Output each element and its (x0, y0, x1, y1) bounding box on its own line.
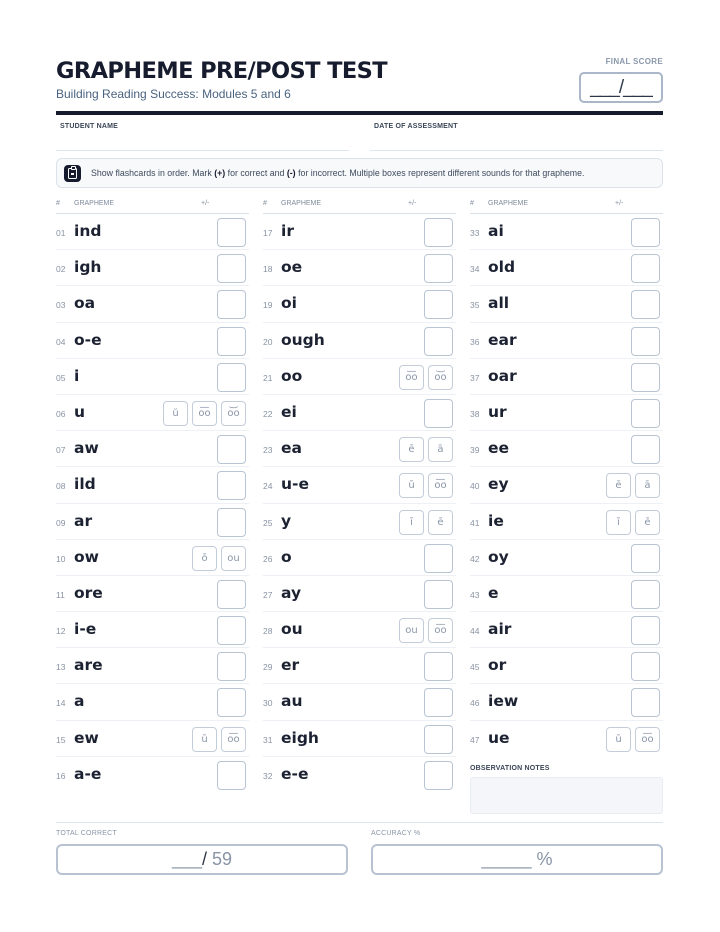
observation-notes-label: OBSERVATION NOTES (470, 765, 550, 772)
mark-box[interactable] (424, 580, 453, 609)
sound-mark-box[interactable]: ō (192, 546, 217, 571)
grapheme-label: old (488, 258, 516, 277)
grapheme-label: ear (488, 330, 517, 349)
item-number: 37 (470, 372, 480, 383)
grapheme-row (470, 504, 663, 540)
grapheme-row (470, 721, 663, 757)
sound-mark-box[interactable]: o͞o (399, 365, 424, 390)
item-number: 17 (263, 228, 273, 238)
sound-mark-box[interactable]: o͞o (635, 727, 660, 752)
sound-mark-box[interactable]: ā (428, 437, 453, 462)
grapheme-label: are (74, 656, 103, 675)
mark-box[interactable] (424, 254, 453, 283)
mark-box[interactable] (217, 471, 246, 500)
grapheme-row (263, 576, 456, 612)
mark-box[interactable] (424, 218, 453, 247)
grapheme-header: GRAPHEME (74, 200, 115, 207)
item-number: 05 (56, 372, 66, 383)
grapheme-row (263, 757, 456, 793)
item-number: 25 (263, 517, 273, 528)
grapheme-label: ur (488, 402, 507, 421)
total-correct-field[interactable]: ___ / 59 (56, 844, 348, 875)
item-number: 40 (470, 481, 480, 492)
mark-boxes (217, 761, 246, 790)
grapheme-label: u-e (281, 475, 309, 494)
mark-boxes (217, 218, 246, 247)
mark-boxes (424, 544, 453, 573)
item-number: 33 (470, 228, 480, 238)
grapheme-row (56, 648, 249, 684)
sound-mark-box[interactable]: o͞o (428, 618, 453, 643)
sound-mark-box[interactable]: o͞o (192, 401, 217, 426)
item-number: 42 (470, 553, 480, 564)
grapheme-row (56, 757, 249, 793)
mark-box[interactable] (217, 254, 246, 283)
mark-boxes (606, 508, 660, 535)
mark-boxes (424, 399, 453, 428)
final-score-field[interactable]: ___/___ (579, 72, 663, 103)
sound-mark-box[interactable]: ū (399, 473, 424, 498)
item-number: 16 (56, 770, 66, 781)
grapheme-row (470, 612, 663, 648)
grapheme-row (470, 576, 663, 612)
sound-mark-box[interactable]: o͞o (221, 727, 246, 752)
sound-mark-box[interactable]: ū (606, 727, 631, 752)
grapheme-label: igh (74, 258, 102, 277)
num-header: # (470, 200, 474, 207)
mark-boxes (631, 290, 660, 319)
grapheme-label: u (74, 402, 86, 421)
mark-boxes (217, 471, 246, 500)
sound-mark-box[interactable]: ē (428, 510, 453, 535)
accuracy-label: ACCURACY % (371, 830, 421, 837)
grapheme-row (263, 721, 456, 757)
mark-box[interactable] (424, 761, 453, 790)
date-field[interactable] (370, 150, 663, 151)
mark-boxes (217, 254, 246, 283)
grapheme-row (56, 395, 249, 431)
grapheme-row (470, 467, 663, 503)
grapheme-row (56, 576, 249, 612)
mark-boxes (606, 471, 660, 498)
grapheme-label: oe (281, 258, 303, 277)
mark-box[interactable] (424, 725, 453, 754)
mark-boxes (192, 725, 246, 752)
column-header (56, 196, 249, 214)
grapheme-label: a (74, 692, 85, 711)
grapheme-label: ue (488, 728, 510, 747)
sound-mark-box[interactable]: ŭ (163, 401, 188, 426)
mark-boxes (424, 761, 453, 790)
mark-boxes (217, 327, 246, 356)
item-number: 46 (470, 698, 480, 709)
item-number: 06 (56, 408, 66, 419)
accuracy-field[interactable]: _____ % (371, 844, 663, 875)
item-number: 09 (56, 517, 66, 528)
grapheme-label: ir (281, 222, 294, 240)
sound-mark-box[interactable]: o͞o (428, 473, 453, 498)
mark-box[interactable] (631, 616, 660, 645)
mark-boxes (424, 327, 453, 356)
total-correct-label: TOTAL CORRECT (56, 830, 117, 837)
mark-boxes (217, 652, 246, 681)
mark-box[interactable] (631, 688, 660, 717)
grapheme-header: GRAPHEME (488, 200, 529, 207)
date-label: DATE OF ASSESSMENT (374, 123, 458, 130)
mark-box[interactable] (424, 652, 453, 681)
mark-box[interactable] (631, 580, 660, 609)
mark-boxes (631, 580, 660, 609)
item-number: 38 (470, 408, 480, 419)
mark-boxes (163, 399, 246, 426)
grapheme-row (470, 286, 663, 322)
item-number: 44 (470, 626, 480, 637)
item-number: 14 (56, 698, 66, 709)
grapheme-column-3 (470, 196, 663, 757)
mark-boxes (217, 290, 246, 319)
grapheme-row (56, 214, 249, 250)
sound-mark-box[interactable]: ou (221, 546, 246, 571)
mark-box[interactable] (424, 327, 453, 356)
column-header (470, 196, 663, 214)
footer-rule (56, 822, 663, 823)
item-number: 36 (470, 336, 480, 347)
item-number: 07 (56, 445, 66, 456)
grapheme-row (263, 648, 456, 684)
grapheme-label: i (74, 366, 80, 385)
mark-boxes (217, 580, 246, 609)
grapheme-row (470, 540, 663, 576)
grapheme-label: all (488, 294, 510, 313)
item-number: 30 (263, 698, 273, 709)
item-number: 32 (263, 770, 273, 781)
item-number: 28 (263, 626, 273, 637)
student-name-label: STUDENT NAME (60, 123, 119, 130)
sound-mark-box[interactable]: ē (399, 437, 424, 462)
sound-mark-box[interactable]: ū (192, 727, 217, 752)
item-number: 21 (263, 372, 273, 383)
observation-notes-field[interactable] (470, 777, 663, 814)
grapheme-label: aw (74, 439, 99, 458)
grapheme-label: ow (74, 547, 99, 566)
grapheme-label: ey (488, 475, 509, 494)
grapheme-label: er (281, 656, 300, 675)
grapheme-label: air (488, 620, 512, 639)
grapheme-row (470, 359, 663, 395)
mark-box[interactable] (217, 761, 246, 790)
mark-boxes (217, 508, 246, 537)
mark-boxes (217, 363, 246, 392)
mark-box[interactable] (631, 544, 660, 573)
grapheme-row (470, 431, 663, 467)
grapheme-row (56, 721, 249, 757)
grapheme-label: oi (281, 294, 297, 313)
mark-boxes (631, 254, 660, 283)
mark-box[interactable] (217, 508, 246, 537)
grapheme-row (56, 286, 249, 322)
grapheme-header: GRAPHEME (281, 200, 322, 207)
mark-boxes (424, 290, 453, 319)
mark-header: +/- (201, 200, 210, 207)
grapheme-row (470, 684, 663, 720)
item-number: 20 (263, 336, 273, 347)
sound-mark-box[interactable]: ē (635, 510, 660, 535)
mark-boxes (217, 688, 246, 717)
item-number: 02 (56, 264, 66, 275)
grapheme-row (56, 323, 249, 359)
grapheme-label: or (488, 656, 507, 675)
grapheme-row (263, 431, 456, 467)
grapheme-label: ore (74, 583, 103, 602)
mark-box[interactable] (217, 652, 246, 681)
mark-boxes (631, 218, 660, 247)
item-number: 13 (56, 662, 66, 673)
mark-boxes (217, 616, 246, 645)
final-score-label: FINAL SCORE (605, 57, 663, 66)
grapheme-row (263, 286, 456, 322)
item-number: 41 (470, 517, 480, 528)
grapheme-label: ee (488, 439, 510, 458)
mark-box[interactable] (217, 290, 246, 319)
sound-mark-box[interactable]: ē (606, 473, 631, 498)
item-number: 10 (56, 553, 66, 564)
sound-mark-box[interactable]: o͝o (428, 365, 453, 390)
grapheme-label: oar (488, 366, 517, 385)
mark-boxes (424, 688, 453, 717)
grapheme-row (470, 648, 663, 684)
grapheme-label: i-e (74, 620, 97, 639)
clipboard-icon (64, 165, 81, 182)
mark-box[interactable] (631, 327, 660, 356)
sound-mark-box[interactable]: ī (399, 510, 424, 535)
grapheme-label: eigh (281, 728, 319, 747)
item-number: 26 (263, 553, 273, 564)
item-number: 29 (263, 662, 273, 673)
mark-boxes (399, 435, 453, 462)
grapheme-row (263, 359, 456, 395)
item-number: 12 (56, 626, 66, 637)
mark-header: +/- (615, 200, 624, 207)
mark-box[interactable] (424, 399, 453, 428)
grapheme-row (56, 467, 249, 503)
grapheme-column-2 (263, 196, 456, 793)
mark-boxes (631, 363, 660, 392)
item-number: 03 (56, 300, 66, 311)
grapheme-row (263, 467, 456, 503)
instructions-text: Show flashcards in order. Mark (+) for correct and (-) for incorrect. Multiple boxes represent different sounds for that grapheme. (91, 168, 585, 178)
mark-box[interactable] (631, 290, 660, 319)
item-number: 39 (470, 445, 480, 456)
grapheme-row (470, 395, 663, 431)
grapheme-row (56, 684, 249, 720)
mark-box[interactable] (631, 363, 660, 392)
item-number: 45 (470, 662, 480, 673)
item-number: 15 (56, 734, 66, 745)
mark-box[interactable] (217, 688, 246, 717)
item-number: 18 (263, 264, 273, 275)
sound-mark-box[interactable]: o͝o (221, 401, 246, 426)
grapheme-label: ay (281, 583, 302, 602)
grapheme-label: ough (281, 330, 325, 349)
header-rule (56, 111, 663, 115)
item-number: 11 (56, 589, 65, 600)
mark-boxes (631, 616, 660, 645)
grapheme-row (263, 612, 456, 648)
grapheme-row (263, 250, 456, 286)
mark-boxes (606, 725, 660, 752)
mark-boxes (399, 363, 453, 390)
mark-box[interactable] (217, 327, 246, 356)
student-name-field[interactable] (56, 150, 349, 151)
grapheme-row (470, 214, 663, 250)
item-number: 01 (56, 228, 66, 238)
num-header: # (263, 200, 267, 207)
mark-box[interactable] (424, 688, 453, 717)
item-number: 08 (56, 481, 66, 492)
grapheme-label: ie (488, 511, 504, 530)
mark-box[interactable] (631, 435, 660, 464)
mark-boxes (424, 580, 453, 609)
mark-boxes (631, 688, 660, 717)
mark-boxes (192, 544, 246, 571)
mark-box[interactable] (424, 290, 453, 319)
item-number: 35 (470, 300, 480, 311)
mark-boxes (399, 471, 453, 498)
mark-boxes (424, 254, 453, 283)
grapheme-label: y (281, 511, 292, 530)
mark-boxes (424, 652, 453, 681)
grapheme-label: ai (488, 222, 504, 240)
grapheme-row (56, 612, 249, 648)
grapheme-label: ind (74, 222, 102, 240)
mark-box[interactable] (631, 652, 660, 681)
mark-boxes (399, 508, 453, 535)
num-header: # (56, 200, 60, 207)
grapheme-column-1 (56, 196, 249, 793)
item-number: 22 (263, 408, 273, 419)
mark-boxes (631, 544, 660, 573)
grapheme-label: e-e (281, 764, 309, 783)
grapheme-label: e (488, 583, 499, 602)
mark-boxes (631, 399, 660, 428)
grapheme-row (56, 540, 249, 576)
grapheme-label: o-e (74, 330, 102, 349)
mark-boxes (631, 435, 660, 464)
mark-boxes (424, 725, 453, 754)
sound-mark-box[interactable]: ī (606, 510, 631, 535)
mark-box[interactable] (424, 544, 453, 573)
instructions-banner (56, 158, 663, 188)
item-number: 04 (56, 336, 66, 347)
sound-mark-box[interactable]: ā (635, 473, 660, 498)
item-number: 31 (263, 734, 273, 745)
mark-boxes (217, 435, 246, 464)
mark-boxes (631, 652, 660, 681)
item-number: 24 (263, 481, 273, 492)
grapheme-row (56, 431, 249, 467)
mark-box[interactable] (217, 580, 246, 609)
grapheme-row (56, 250, 249, 286)
item-number: 27 (263, 589, 273, 600)
mark-box[interactable] (631, 399, 660, 428)
item-number: 34 (470, 264, 480, 275)
grapheme-row (263, 214, 456, 250)
item-number: 43 (470, 589, 480, 600)
item-number: 23 (263, 445, 273, 456)
mark-boxes (399, 616, 453, 643)
page-title: GRAPHEME PRE/POST TEST (56, 58, 387, 84)
grapheme-label: iew (488, 692, 519, 711)
grapheme-label: o (281, 547, 292, 566)
grapheme-label: au (281, 692, 303, 711)
column-header (263, 196, 456, 214)
item-number: 47 (470, 734, 480, 745)
mark-box[interactable] (631, 254, 660, 283)
mark-box[interactable] (217, 616, 246, 645)
grapheme-row (56, 504, 249, 540)
grapheme-row (263, 323, 456, 359)
grapheme-row (470, 250, 663, 286)
mark-header: +/- (408, 200, 417, 207)
grapheme-label: oy (488, 547, 509, 566)
grapheme-row (470, 323, 663, 359)
grapheme-label: ild (74, 475, 96, 494)
grapheme-row (263, 684, 456, 720)
grapheme-row (263, 395, 456, 431)
mark-box[interactable] (217, 435, 246, 464)
grapheme-label: ou (281, 620, 303, 639)
item-number: 19 (263, 300, 273, 311)
grapheme-label: a-e (74, 764, 102, 783)
mark-box[interactable] (217, 218, 246, 247)
grapheme-row (56, 359, 249, 395)
grapheme-row (263, 540, 456, 576)
grapheme-label: ei (281, 402, 297, 421)
grapheme-label: ea (281, 439, 302, 458)
sound-mark-box[interactable]: ou (399, 618, 424, 643)
page-subtitle: Building Reading Success: Modules 5 and 6 (56, 87, 291, 101)
mark-box[interactable] (217, 363, 246, 392)
grapheme-row (263, 504, 456, 540)
grapheme-label: oo (281, 366, 303, 385)
grapheme-label: oa (74, 294, 96, 313)
mark-box[interactable] (631, 218, 660, 247)
mark-boxes (424, 218, 453, 247)
grapheme-label: ew (74, 728, 99, 747)
mark-boxes (631, 327, 660, 356)
grapheme-label: ar (74, 511, 93, 530)
